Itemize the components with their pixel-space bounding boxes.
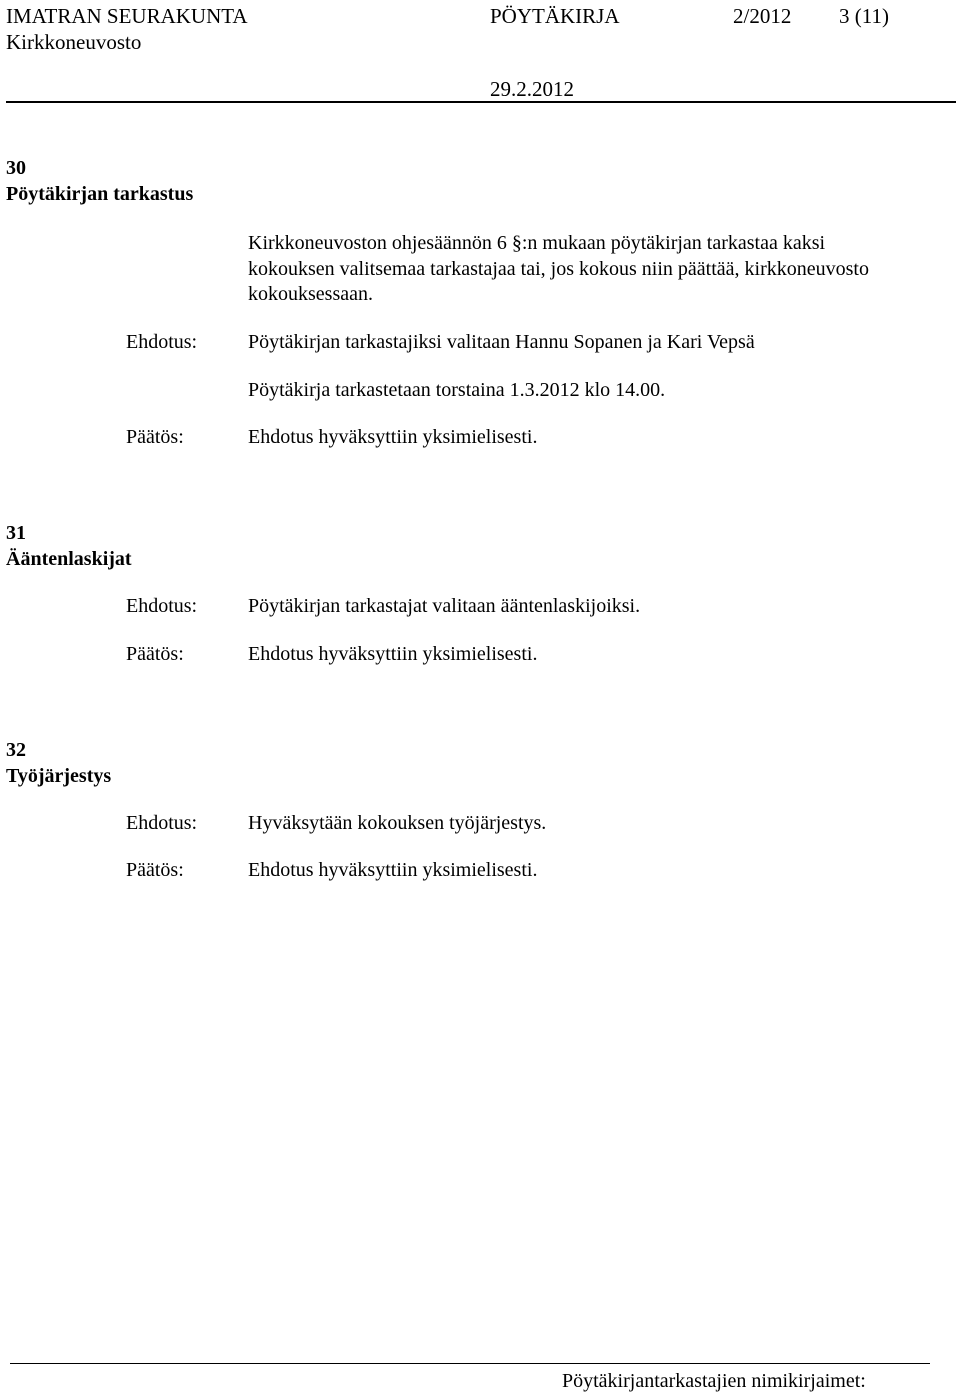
decision-label: Päätös: bbox=[126, 426, 184, 448]
section-number: 31 bbox=[6, 522, 26, 544]
section-number: 30 bbox=[6, 157, 26, 179]
proposal-label: Ehdotus: bbox=[126, 812, 198, 834]
signature-label: Pöytäkirjantarkastajien nimikirjaimet: bbox=[562, 1370, 866, 1392]
page-number: 3 (11) bbox=[839, 4, 889, 28]
meeting-body: Kirkkoneuvosto bbox=[6, 30, 142, 54]
decision-text: Ehdotus hyväksyttiin yksimielisesti. bbox=[248, 426, 538, 448]
proposal-text: Pöytäkirjan tarkastajat valitaan ääntenlaskijoiksi. bbox=[248, 595, 641, 617]
section-title: Työjärjestys bbox=[6, 765, 112, 787]
proposal-extra-text: Pöytäkirja tarkastetaan torstaina 1.3.2012 klo 14.00. bbox=[248, 379, 666, 401]
proposal-text: Pöytäkirjan tarkastajiksi valitaan Hannu Sopanen ja Kari Vepsä bbox=[248, 331, 755, 353]
intro-line: Kirkkoneuvoston ohjesäännön 6 §:n mukaan pöytäkirjan tarkastaa kaksi bbox=[248, 232, 826, 254]
proposal-label: Ehdotus: bbox=[126, 595, 198, 617]
proposal-text: Hyväksytään kokouksen työjärjestys. bbox=[248, 812, 547, 834]
organization-name: IMATRAN SEURAKUNTA bbox=[6, 4, 248, 28]
proposal-label: Ehdotus: bbox=[126, 331, 198, 353]
section-title: Ääntenlaskijat bbox=[6, 548, 132, 570]
decision-text: Ehdotus hyväksyttiin yksimielisesti. bbox=[248, 859, 538, 881]
decision-label: Päätös: bbox=[126, 643, 184, 665]
document-type: PÖYTÄKIRJA bbox=[490, 4, 620, 28]
section-title: Pöytäkirjan tarkastus bbox=[6, 183, 194, 205]
meeting-date: 29.2.2012 bbox=[490, 77, 574, 101]
header-divider bbox=[6, 101, 956, 103]
signature-line bbox=[10, 1363, 930, 1364]
decision-text: Ehdotus hyväksyttiin yksimielisesti. bbox=[248, 643, 538, 665]
intro-line: kokouksessaan. bbox=[248, 283, 373, 305]
section-number: 32 bbox=[6, 739, 26, 761]
intro-line: kokouksen valitsemaa tarkastajaa tai, jos kokous niin päättää, kirkkoneuvosto bbox=[248, 258, 869, 280]
decision-label: Päätös: bbox=[126, 859, 184, 881]
document-number: 2/2012 bbox=[733, 4, 792, 28]
